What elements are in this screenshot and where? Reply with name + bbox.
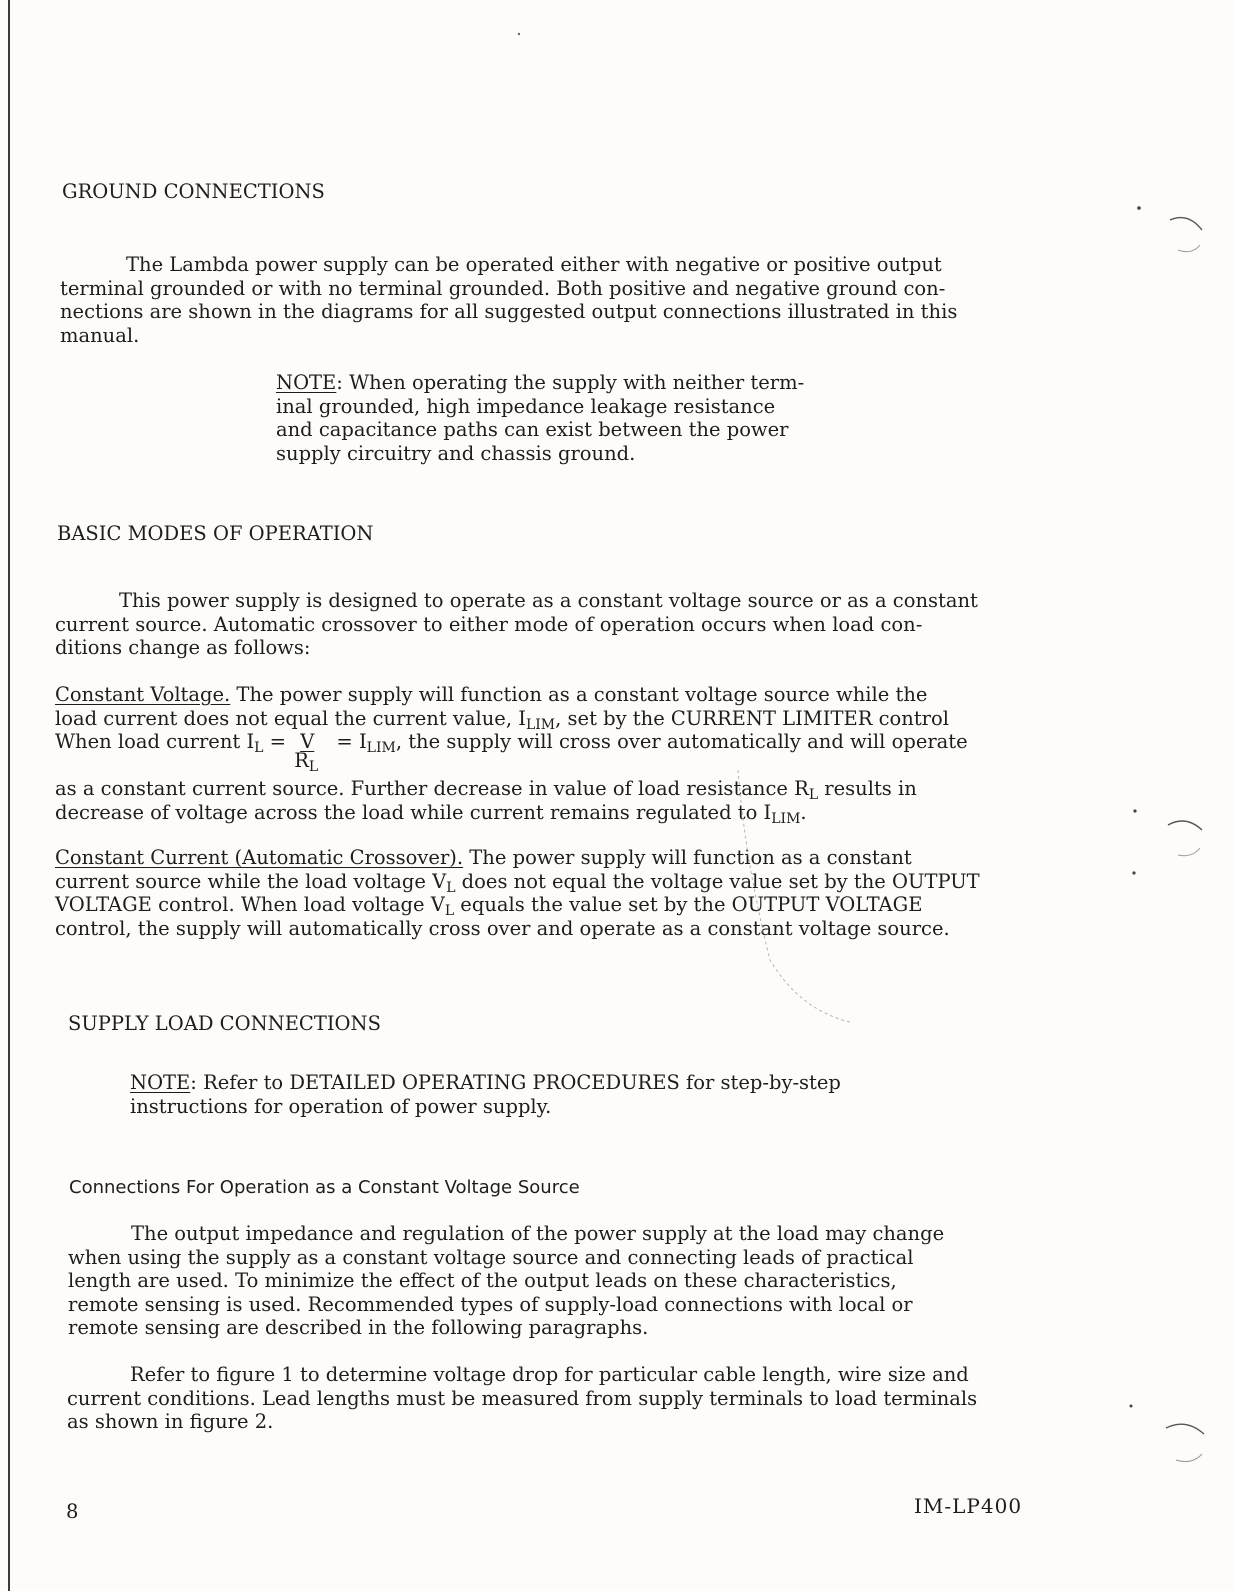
faint-pen-stroke [738, 770, 850, 1022]
heading-text: BASIC MODES OF OPERATION [57, 522, 374, 545]
paragraph-line: ditions change as follows: [55, 636, 311, 660]
note-label: NOTE [276, 371, 337, 394]
note-line: inal grounded, high impedance leakage resistance [276, 394, 776, 418]
paragraph-line: control, the supply will automatically cross over and operate as a constant voltage source. [55, 916, 950, 940]
paragraph-line: The Lambda power supply can be operated either with negative or positive output [126, 253, 942, 276]
paragraph-line: This power supply is designed to operate as a constant voltage source or as a constant [119, 589, 978, 612]
binder-hole-mark [1166, 1424, 1204, 1434]
paragraph-line: VOLTAGE control. When load voltage $V_L$ equals the value set by the OUTPUT VOLTAGE [55, 893, 923, 920]
voltage-over-resistance-fraction: $\frac{V}{R_L}$ [294, 730, 319, 776]
speck [518, 33, 520, 35]
paragraph-line: Constant Current (Automatic Crossover). The power supply will function as a constant [55, 846, 912, 869]
binder-hole-mark [1176, 1454, 1202, 1462]
paragraph-line: current source while the load voltage $V_L$ does not equal the voltage value set by the OUTPUT [55, 869, 980, 896]
paragraph-line: current conditions. Lead lengths must be measured from supply terminals to load terminals [67, 1386, 978, 1410]
note-line: NOTE: When operating the supply with neither term- [276, 371, 805, 394]
speck [1137, 206, 1141, 210]
paragraph-line: length are used. To minimize the effect of the output leads on these characteristics, [68, 1269, 897, 1293]
paragraph-line: current source. Automatic crossover to either mode of operation occurs when load con- [55, 612, 923, 636]
paragraph-line: Constant Voltage. The power supply will function as a constant voltage source while the [55, 683, 928, 706]
paragraph-line: remote sensing are described in the following paragraphs. [68, 1316, 649, 1340]
speck [1132, 871, 1135, 874]
document-id: IM-LP400 [914, 1494, 1023, 1518]
binder-hole-mark [1168, 821, 1202, 830]
paragraph-line: manual. [60, 323, 140, 347]
note-line: and capacitance paths can exist between the power [276, 418, 789, 442]
note-line: supply circuitry and chassis ground. [276, 441, 636, 465]
formula-line: When load current $I_L$ = $\frac{V}{R_L}$ = $I_{LIM}$, the supply will cross over automatically and will operate [55, 730, 968, 776]
paragraph-line: The output impedance and regulation of the power supply at the load may change [131, 1222, 945, 1245]
binder-hole-mark [1170, 218, 1202, 230]
paragraph-line: remote sensing is used. Recommended types of supply-load connections with local or [68, 1292, 913, 1316]
binder-hole-mark [1178, 245, 1200, 252]
note-label: NOTE [130, 1071, 191, 1094]
speck [1130, 1405, 1133, 1408]
paragraph-line: decrease of voltage across the load while current remains regulated to $I_{LIM}$. [55, 800, 807, 827]
subheading-text: Connections For Operation as a Constant Voltage Source [69, 1177, 580, 1198]
heading-text: SUPPLY LOAD CONNECTIONS [68, 1012, 381, 1035]
note-line: instructions for operation of power supply. [130, 1094, 552, 1118]
speck [1133, 809, 1136, 812]
paragraph-line: as shown in figure 2. [67, 1410, 274, 1434]
binder-hole-mark [1178, 848, 1200, 856]
heading-text: GROUND CONNECTIONS [62, 180, 325, 203]
paragraph-line: nections are shown in the diagrams for all suggested output connections illustrated in this [60, 300, 958, 324]
constant-current-title: Constant Current (Automatic Crossover). [55, 846, 464, 869]
paragraph-line: terminal grounded or with no terminal grounded. Both positive and negative ground con- [60, 276, 946, 300]
paragraph-line: load current does not equal the current value, $I_{LIM}$, set by the CURRENT LIMITER control [55, 706, 949, 733]
page-number: 8 [66, 1500, 79, 1523]
paragraph-line: Refer to figure 1 to determine voltage drop for particular cable length, wire size and [130, 1363, 969, 1386]
paragraph-line: when using the supply as a constant voltage source and connecting leads of practical [68, 1245, 914, 1269]
paragraph-line: as a constant current source. Further decrease in value of load resistance $R_L$ results in [55, 777, 917, 804]
constant-voltage-title: Constant Voltage. [55, 683, 231, 706]
note-line: NOTE: Refer to DETAILED OPERATING PROCEDURES for step-by-step [130, 1071, 841, 1094]
